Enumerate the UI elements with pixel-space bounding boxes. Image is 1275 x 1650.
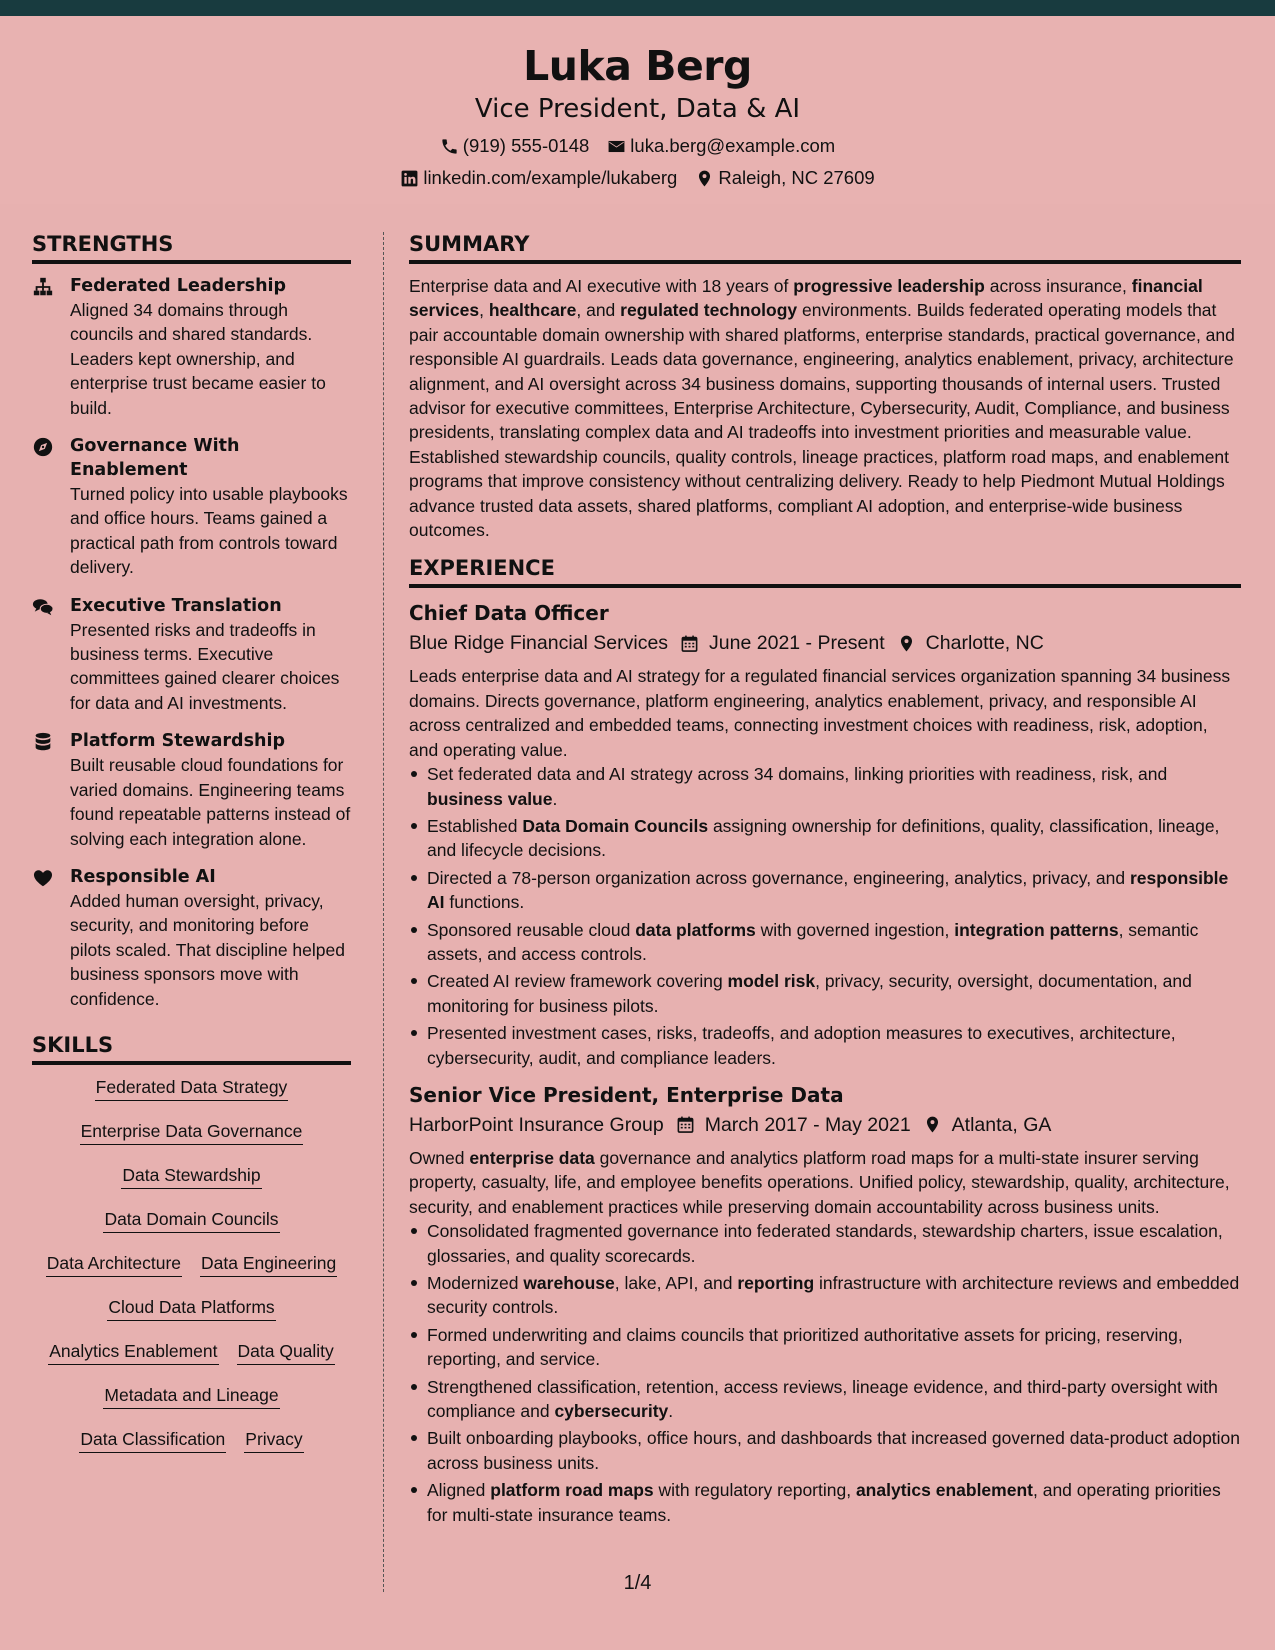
experience-list xyxy=(409,598,1241,1527)
map-pin-icon xyxy=(695,169,714,188)
job-dates: June 2021 - Present xyxy=(709,632,885,655)
skill-tag: Privacy xyxy=(244,1427,303,1453)
database-icon xyxy=(32,729,70,851)
skill-row xyxy=(32,1251,351,1277)
skill-tag: Data Architecture xyxy=(46,1251,182,1277)
org-chart-icon xyxy=(32,274,70,420)
strength-item xyxy=(32,434,351,580)
job-meta xyxy=(409,1110,1241,1140)
contact-email[interactable] xyxy=(607,135,835,157)
job-bullets xyxy=(409,1219,1241,1527)
heart-icon xyxy=(32,865,70,1011)
contact-location xyxy=(695,167,874,189)
job-meta xyxy=(409,628,1241,658)
envelope-icon xyxy=(607,137,626,156)
skill-tag: Enterprise Data Governance xyxy=(80,1119,304,1145)
list-item: Strengthened classification, retention, access reviews, lineage evidence, and third-party oversight with compliance and cybersecurity. xyxy=(409,1375,1241,1424)
list-item: Consolidated fragmented governance into federated standards, stewardship charters, issue escalation, glossaries, and quality scorecards. xyxy=(409,1219,1241,1268)
contact-row-secondary xyxy=(0,167,1275,189)
resume-header xyxy=(0,16,1275,204)
page-number: 1/4 xyxy=(623,1572,652,1594)
strength-item xyxy=(32,274,351,420)
strengths-list xyxy=(32,274,351,1011)
skills-heading: SKILLS xyxy=(32,1033,351,1065)
email-text: luka.berg@example.com xyxy=(630,135,836,156)
skill-tag: Data Classification xyxy=(79,1427,226,1453)
linkedin-icon xyxy=(400,169,419,188)
contact-linkedin[interactable] xyxy=(400,167,677,189)
map-pin-icon xyxy=(897,634,916,653)
calendar-icon xyxy=(676,1115,695,1134)
top-accent-bar xyxy=(0,0,1275,16)
job-title: Senior Vice President, Enterprise Data xyxy=(409,1082,844,1107)
strength-title: Governance With Enablement xyxy=(70,436,240,481)
job-location: Atlanta, GA xyxy=(951,1113,1052,1136)
strength-description: Aligned 34 domains through councils and shared standards. Leaders kept ownership, and enterprise trust became easier to build. xyxy=(70,300,326,418)
skill-row xyxy=(32,1075,351,1101)
list-item: Aligned platform road maps with regulatory reporting, analytics enablement, and operating priorities for multi-state insurance teams. xyxy=(409,1478,1241,1527)
job-bullets xyxy=(409,762,1241,1070)
compass-icon xyxy=(32,434,70,580)
strength-item xyxy=(32,729,351,851)
list-item: Formed underwriting and claims councils that prioritized authoritative assets for pricing, reserving, reporting, and service. xyxy=(409,1323,1241,1372)
phone-icon xyxy=(440,137,459,156)
skill-row xyxy=(32,1295,351,1321)
skill-row xyxy=(32,1427,351,1453)
phone-text: (919) 555-0148 xyxy=(462,135,590,156)
strength-title: Federated Leadership xyxy=(70,276,287,296)
skill-tag: Data Stewardship xyxy=(121,1163,261,1189)
skill-tag: Federated Data Strategy xyxy=(95,1075,289,1101)
strength-description: Added human oversight, privacy, security, and monitoring before pilots scaled. That discipline helped business sponsors move with confidence. xyxy=(70,890,345,1009)
candidate-name: Luka Berg xyxy=(523,42,752,90)
strength-item xyxy=(32,865,351,1011)
strength-description: Turned policy into usable playbooks and office hours. Teams gained a practical path from controls toward delivery. xyxy=(70,484,348,578)
job-description: Owned enterprise data governance and analytics platform road maps for a multi-state insurer serving property, casualty, life, and employee benefits operations. Unified policy, stewardship, quality, architecture, security, and enablement practices while preserving domain accountability across business units. xyxy=(409,1147,1230,1217)
list-item: Presented investment cases, risks, tradeoffs, and adoption measures to executives, architecture, cybersecurity, audit, and compliance leaders. xyxy=(409,1021,1241,1070)
skill-row xyxy=(32,1207,351,1233)
skill-row xyxy=(32,1339,351,1365)
skill-tag: Data Domain Councils xyxy=(103,1207,279,1233)
list-item: Sponsored reusable cloud data platforms with governed ingestion, integration patterns, semantic assets, and access controls. xyxy=(409,918,1241,967)
skill-tag: Metadata and Lineage xyxy=(103,1383,279,1409)
contact-phone xyxy=(440,135,590,157)
list-item: Established Data Domain Councils assigning ownership for definitions, quality, classification, lineage, and lifecycle decisions. xyxy=(409,814,1241,863)
candidate-title: Vice President, Data & AI xyxy=(474,94,801,124)
contact-row-primary xyxy=(0,135,1275,157)
map-pin-icon xyxy=(923,1115,942,1134)
job-company: HarborPoint Insurance Group xyxy=(409,1113,664,1136)
strength-description: Presented risks and tradeoffs in business terms. Executive committees gained clearer choices for data and AI investments. xyxy=(70,619,340,713)
strength-description: Built reusable cloud foundations for varied domains. Engineering teams found repeatable patterns instead of solving each integration alone. xyxy=(70,755,351,849)
location-text: Raleigh, NC 27609 xyxy=(718,167,875,188)
job-location: Charlotte, NC xyxy=(925,632,1044,655)
skill-row xyxy=(32,1119,351,1145)
job-company: Blue Ridge Financial Services xyxy=(409,632,669,655)
left-column xyxy=(32,232,351,1471)
calendar-icon xyxy=(680,634,699,653)
experience-heading: EXPERIENCE xyxy=(409,556,1241,588)
skill-tag: Data Engineering xyxy=(200,1251,337,1277)
summary-text: Enterprise data and AI executive with 18 years of progressive leadership across insurance, financial services, healthcare, and regulated technology environments. Builds federated operating models that pair accountable domain ownership with shared platforms, enterprise standards, practical governance, and responsible AI guardrails. Leads data governance, engineering, analytics enablement, privacy, architecture alignment, and AI oversight across 34 business domains, supporting thousands of internal users. Trusted advisor for executive committees, Enterprise Architecture, Cybersecurity, Audit, Compliance, and business presidents, translating complex data and AI tradeoffs into investment priorities and measurable value. Established stewardship councils, quality controls, lineage practices, platform road maps, and enablement programs that improve consistency without centralizing delivery. Ready to help Piedmont Mutual Holdings advance trusted data assets, shared platforms, compliant AI adoption, and enterprise-wide business outcomes. xyxy=(409,276,1235,541)
strength-title: Executive Translation xyxy=(70,595,282,616)
job-title: Chief Data Officer xyxy=(409,601,609,626)
skill-tag: Cloud Data Platforms xyxy=(107,1295,275,1321)
list-item: Created AI review framework covering model risk, privacy, security, oversight, documentation, and monitoring for business pilots. xyxy=(409,969,1241,1018)
list-item: Built onboarding playbooks, office hours, and dashboards that increased governed data-product adoption across business units. xyxy=(409,1426,1241,1475)
skill-row xyxy=(32,1163,351,1189)
job-entry xyxy=(409,598,1241,1070)
skill-row xyxy=(32,1383,351,1409)
list-item: Modernized warehouse, lake, API, and reporting infrastructure with architecture reviews and embedded security controls. xyxy=(409,1271,1241,1320)
comments-icon xyxy=(32,594,70,716)
strength-item xyxy=(32,594,351,716)
column-divider xyxy=(383,232,384,1592)
skill-tag: Analytics Enablement xyxy=(48,1339,218,1365)
job-entry xyxy=(409,1080,1241,1527)
strength-title: Platform Stewardship xyxy=(70,731,285,752)
job-dates: March 2017 - May 2021 xyxy=(704,1113,911,1136)
skills-list xyxy=(32,1075,351,1453)
list-item: Set federated data and AI strategy across 34 domains, linking priorities with readiness, risk, and business value. xyxy=(409,762,1241,811)
summary-heading: SUMMARY xyxy=(409,232,1241,264)
right-column xyxy=(409,232,1241,1535)
strength-title: Responsible AI xyxy=(70,866,216,887)
list-item: Directed a 78-person organization across governance, engineering, analytics, privacy, and responsible AI functions. xyxy=(409,866,1241,915)
skill-tag: Data Quality xyxy=(237,1339,335,1365)
job-description: Leads enterprise data and AI strategy for a regulated financial services organization spanning 34 business domains. Directs governance, platform engineering, analytics enablement, privacy, and responsible AI across centralized and embedded teams, connecting investment choices with readiness, risk, adoption, and operating value. xyxy=(409,666,1231,760)
strengths-heading: STRENGTHS xyxy=(32,232,351,264)
linkedin-text: linkedin.com/example/lukaberg xyxy=(423,167,678,188)
